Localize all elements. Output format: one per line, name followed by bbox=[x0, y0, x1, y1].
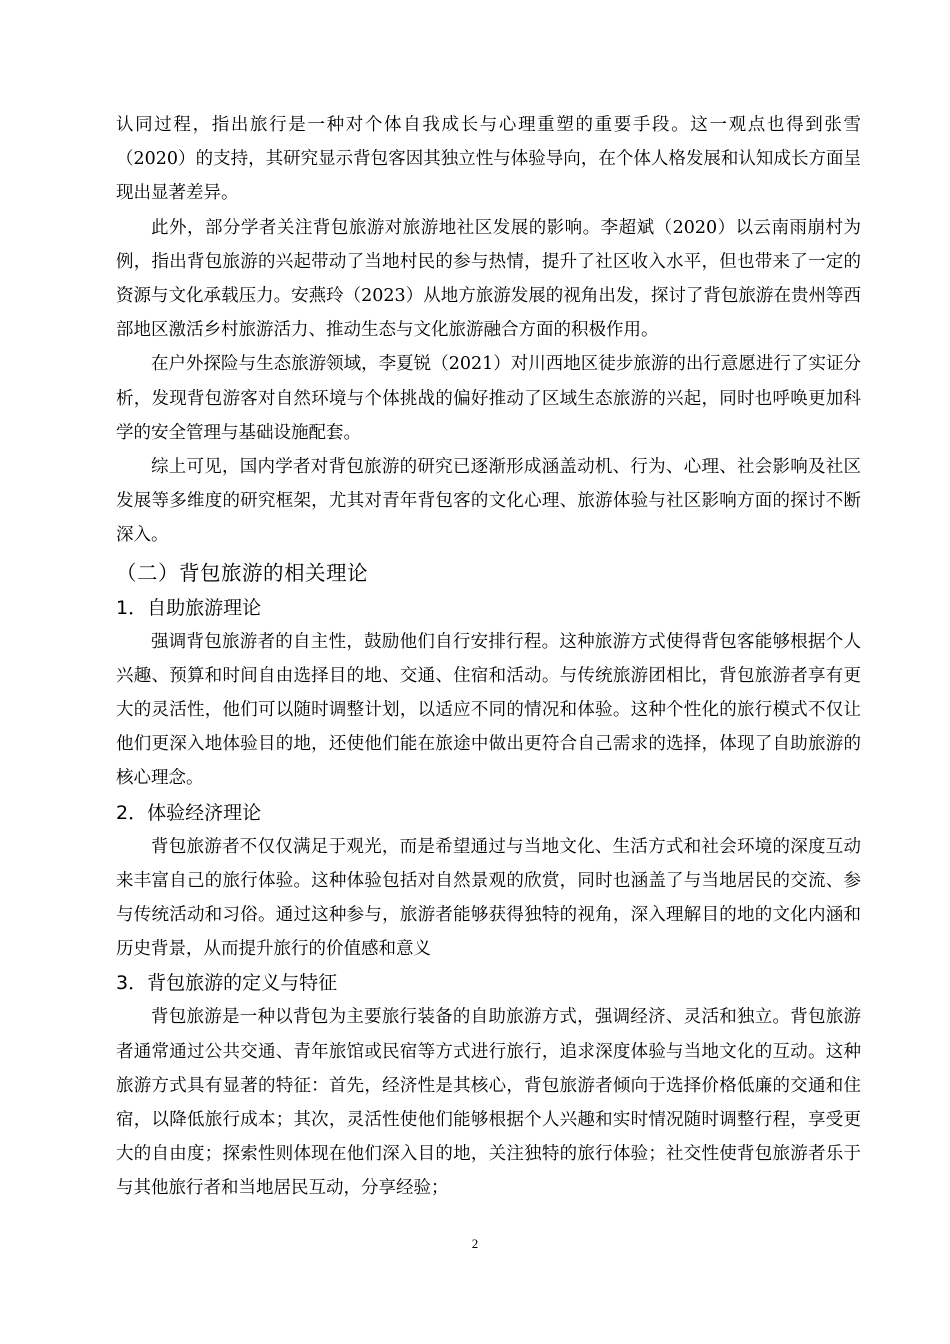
section-heading: （二）背包旅游的相关理论 bbox=[116, 560, 368, 585]
subsection-body-definition: 背包旅游是一种以背包为主要旅行装备的自助旅游方式，强调经济、灵活和独立。背包旅游者通常通过公共交通、青年旅馆或民宿等方式进行旅行，追求深度体验与当地文化的互动。这种旅游方式具有显著的特征：首先，经济性是其核心，背包旅游者倾向于选择价格低廉的交通和住宿，以降低旅行成本；其次，灵活性使他们能够根据个人兴趣和实时情况随时调整行程，享受更大的自由度；探索性则体现在他们深入目的地，关注独特的旅行体验；社交性使背包旅游者乐于与其他旅行者和当地居民互动，分享经验； bbox=[116, 1007, 861, 1199]
subsection-heading-self-service: 1．自助旅游理论 bbox=[116, 596, 262, 619]
paragraph-continued: 认同过程，指出旅行是一种对个体自我成长与心理重塑的重要手段。这一观点也得到张雪（2020）的支持，其研究显示背包客因其独立性与体验导向，在个体人格发展和认知成长方面呈现出显著差异。 bbox=[116, 115, 861, 204]
subsection-heading-definition: 3．背包旅游的定义与特征 bbox=[116, 972, 338, 995]
subsection-body-self-service: 强调背包旅游者的自主性，鼓励他们自行安排行程。这种旅游方式使得背包客能够根据个人兴趣、预算和时间自由选择目的地、交通、住宿和活动。与传统旅游团相比，背包旅游者享有更大的灵活性，他们可以随时调整计划，以适应不同的情况和体验。这种个性化的旅行模式不仅让他们更深入地体验目的地，还使他们能在旅途中做出更符合自己需求的选择，体现了自助旅游的核心理念。 bbox=[116, 631, 861, 789]
paragraph-community-impact: 此外，部分学者关注背包旅游对旅游地社区发展的影响。李超斌（2020）以云南雨崩村为例，指出背包旅游的兴起带动了当地村民的参与热情，提升了社区收入水平，但也带来了一定的资源与文化承载压力。安燕玲（2023）从地方旅游发展的视角出发，探讨了背包旅游在贵州等西部地区激活乡村旅游活力、推动生态与文化旅游融合方面的积极作用。 bbox=[116, 217, 861, 341]
subsection-body-experience-economy: 背包旅游者不仅仅满足于观光，而是希望通过与当地文化、生活方式和社会环境的深度互动来丰富自己的旅行体验。这种体验包括对自然景观的欣赏，同时也涵盖了与当地居民的交流、参与传统活动和习俗。通过这种参与，旅游者能够获得独特的视角，深入理解目的地的文化内涵和历史背景，从而提升旅行的价值感和意义 bbox=[116, 836, 861, 960]
paragraph-summary: 综上可见，国内学者对背包旅游的研究已逐渐形成涵盖动机、行为、心理、社会影响及社区发展等多维度的研究框架，尤其对青年背包客的文化心理、旅游体验与社区影响方面的探讨不断深入。 bbox=[116, 457, 861, 546]
subsection-heading-experience-economy: 2．体验经济理论 bbox=[116, 801, 262, 824]
paragraph-eco-tourism: 在户外探险与生态旅游领域，李夏锐（2021）对川西地区徒步旅游的出行意愿进行了实证分析，发现背包游客对自然环境与个体挑战的偏好推动了区域生态旅游的兴起，同时也呼唤更加科学的安全管理与基础设施配套。 bbox=[116, 354, 861, 443]
page-number: 2 bbox=[471, 1236, 479, 1251]
document-body bbox=[116, 108, 861, 1206]
